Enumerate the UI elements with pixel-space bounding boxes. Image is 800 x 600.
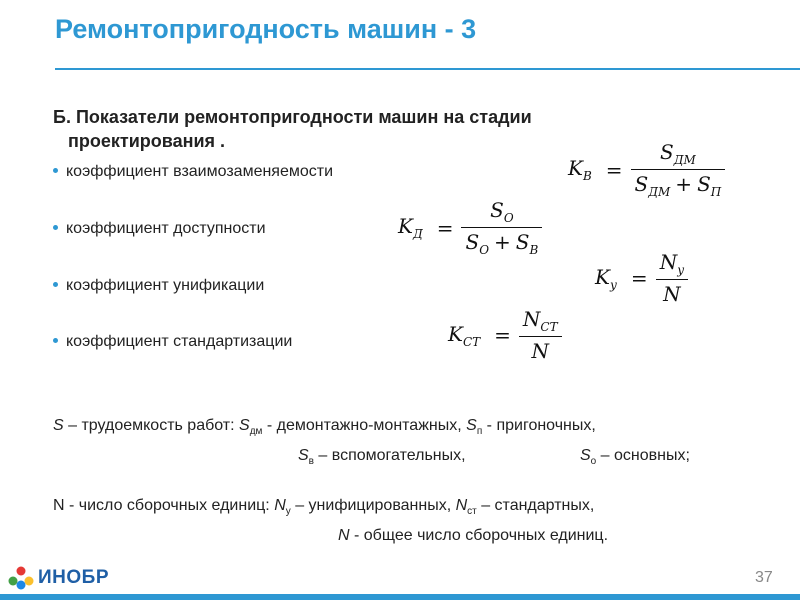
bullet-text: коэффициент стандартизации <box>66 333 293 350</box>
legend-n-line2: N - общее число сборочных единиц. <box>338 527 609 544</box>
bullet-accessibility <box>53 220 266 238</box>
formula-standardization: $K_{СТ}$ = $\frac{N_{СТ}}{N}$ <box>448 307 562 363</box>
formula-interchangeability: $K_В$ = $\frac{S_{ДМ}}{S_{ДМ} + S_П}$ <box>568 140 725 199</box>
legend-s-line2b: $S_о$ – основных; <box>580 447 690 468</box>
bullet-standardization <box>53 333 292 351</box>
inobr-logo <box>6 565 109 591</box>
section-heading-line1: Б. Показатели ремонтопригодности машин на стадии <box>53 107 532 127</box>
section-heading <box>53 105 532 153</box>
logo-text: ИНОБР <box>38 567 109 588</box>
page-number: 37 <box>755 569 773 586</box>
legend-s-line1: S – трудоемкость работ: $S_{дм}$ - демонтажно-монтажных, $S_п$ - пригоночных, <box>53 417 596 438</box>
bullet-text: коэффициент взаимозаменяемости <box>66 163 334 180</box>
formula-unification: $K_у$ = $\frac{N_у}{N}$ <box>595 250 688 306</box>
bullet-dot-icon <box>53 282 58 287</box>
logo-emblem-icon <box>6 565 36 591</box>
bullet-dot-icon <box>53 168 58 173</box>
bullet-text: коэффициент унификации <box>66 277 265 294</box>
slide-title: Ремонтопригодность машин - 3 <box>55 14 477 44</box>
footer-bar <box>0 594 800 600</box>
section-heading-line2: проектирования . <box>68 131 226 151</box>
legend-n-line1: N - число сборочных единиц: $N_у$ – унифицированных, $N_{ст}$ – стандартных, <box>53 497 595 518</box>
bullet-dot-icon <box>53 338 58 343</box>
title-divider <box>55 68 800 70</box>
legend-s-line2a: $S_в$ – вспомогательных, <box>298 447 466 468</box>
bullet-interchangeability <box>53 163 333 181</box>
bullet-unification <box>53 277 264 295</box>
formula-accessibility: $K_Д$ = $\frac{S_О}{S_О + S_В}$ <box>398 198 542 257</box>
bullet-dot-icon <box>53 225 58 230</box>
bullet-text: коэффициент доступности <box>66 220 266 237</box>
